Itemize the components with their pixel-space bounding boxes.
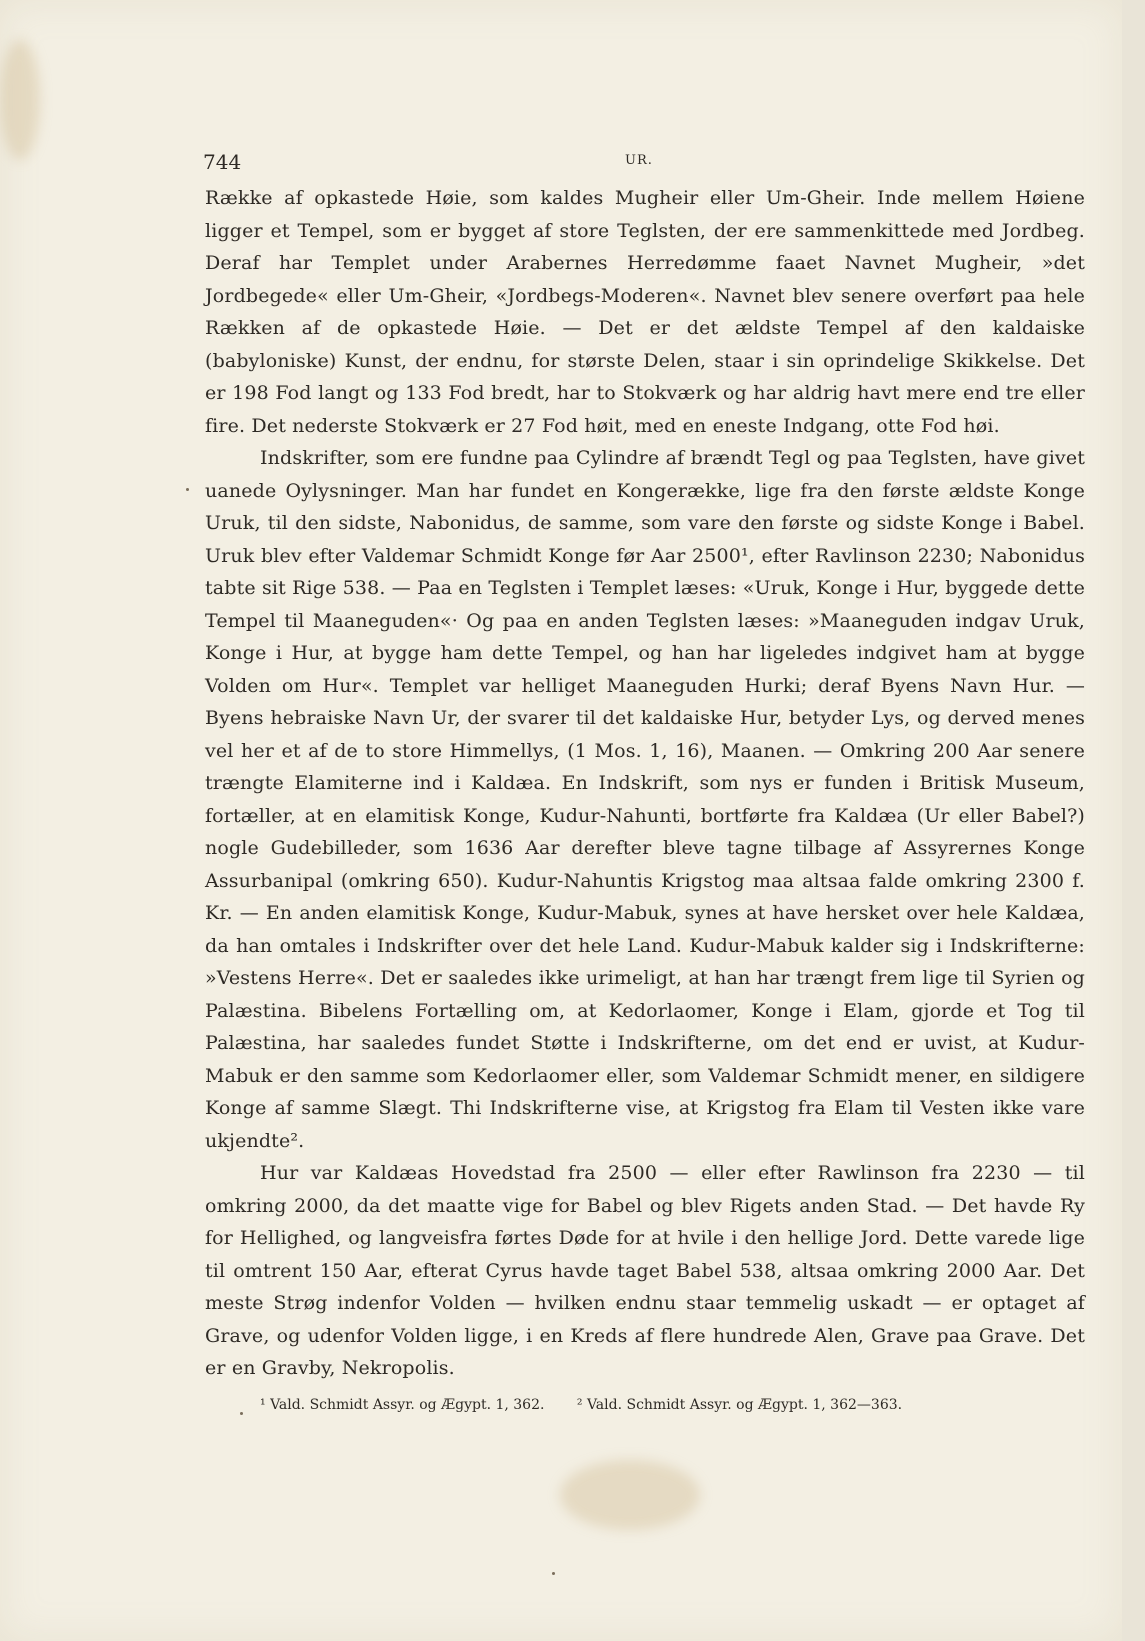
page-text-block	[205, 150, 1085, 1415]
paragraph-2: Indskrifter, som ere fundne paa Cylindre af brændt Tegl og paa Teglsten, have givet uanede Oylysninger. Man har fundet en Kongerække, lige fra den første ældste Konge Uruk, til den sidste, Nabonidus, de samme, som vare den første og sidste Konge i Babel. Uruk blev efter Valdemar Schmidt Konge før Aar 2500¹, efter Ravlinson 2230; Nabonidus tabte sit Rige 538. — Paa en Teglsten i Templet læses: «Uruk, Konge i Hur, byggede dette Tempel til Maaneguden«· Og paa en anden Teglsten læses: »Maaneguden indgav Uruk, Konge i Hur, at bygge ham dette Tempel, og han har ligeledes indgivet ham at bygge Volden om Hur«. Templet var helliget Maaneguden Hurki; deraf Byens Navn Hur. — Byens hebraiske Navn Ur, der svarer til det kaldaiske Hur, betyder Lys, og derved menes vel her et af de to store Himmellys, (1 Mos. 1, 16), Maanen. — Omkring 200 Aar senere trængte Elamiterne ind i Kaldæa. En Indskrift, som nys er funden i Britisk Museum, fortæller, at en elamitisk Konge, Kudur-Nahunti, bortførte fra Kaldæa (Ur eller Babel?) nogle Gudebilleder, som 1636 Aar derefter bleve tagne tilbage af Assyrernes Konge Assurbanipal (omkring 650). Kudur-Nahuntis Krigstog maa altsaa falde omkring 2300 f. Kr. — En anden elamitisk Konge, Kudur-Mabuk, synes at have hersket over hele Kaldæa, da han omtales i Indskrifter over det hele Land. Kudur-Mabuk kalder sig i Indskrifterne: »Vestens Herre«. Det er saaledes ikke urimeligt, at han har trængt frem lige til Syrien og Palæstina. Bibelens Fortælling om, at Kedorlaomer, Konge i Elam, gjorde et Tog til Palæstina, har saaledes fundet Støtte i Indskrifterne, om det end er uvist, at Kudur-Mabuk er den samme som Kedorlaomer eller, som Valdemar Schmidt mener, en sildigere Konge af samme Slægt. Thi Indskrifterne vise, at Krigstog fra Elam til Vesten ikke vare ukjendte².	[205, 447, 1085, 1152]
page-number: 744	[203, 150, 242, 174]
paper-speck	[552, 1572, 555, 1575]
paper-speck	[186, 488, 189, 491]
paragraph-1: Række af opkastede Høie, som kaldes Mugheir eller Um-Gheir. Inde mellem Høiene ligger et Tempel, som er bygget af store Teglsten, der ere sammenkittede med Jordbeg. Deraf har Templet under Arabernes Herredømme faaet Navnet Mugheir, »det Jordbegede« eller Um-Gheir, «Jordbegs-Moderen«. Navnet blev senere overført paa hele Rækken af de opkastede Høie. — Det er det ældste Tempel af den kaldaiske (babyloniske) Kunst, der endnu, for største Delen, staar i sin oprindelige Skikkelse. Det er 198 Fod langt og 133 Fod bredt, har to Stokværk og har aldrig havt mere end tre eller fire. Det nederste Stokværk er 27 Fod høit, med en eneste Indgang, otte Fod høi.	[205, 187, 1085, 437]
paragraph-3: Hur var Kaldæas Hovedstad fra 2500 — eller efter Rawlinson fra 2230 — til omkring 2000, da det maatte vige for Babel og blev Rigets anden Stad. — Det havde Ry for Hellighed, og langveisfra førtes Døde for at hvile i den hellige Jord. Dette varede lige til omtrent 150 Aar, efterat Cyrus havde taget Babel 538, altsaa omkring 2000 Aar. Det meste Strøg indenfor Volden — hvilken endnu staar temmelig uskadt — er optaget af Grave, og udenfor Volden ligge, i en Kreds af flere hundrede Alen, Grave paa Grave. Det er en Gravby, Nekropolis.	[205, 1162, 1085, 1379]
running-head: UR.	[625, 153, 653, 168]
page-header	[205, 150, 1085, 182]
scan-edge	[1122, 0, 1145, 1641]
paper-stain	[0, 40, 40, 160]
footnotes	[205, 1395, 1085, 1415]
footnote-1: ¹ Vald. Schmidt Assyr. og Ægypt. 1, 362.	[260, 1396, 545, 1413]
paper-stain	[560, 1460, 700, 1530]
footnote-2: ² Vald. Schmidt Assyr. og Ægypt. 1, 362—363.	[576, 1396, 903, 1413]
